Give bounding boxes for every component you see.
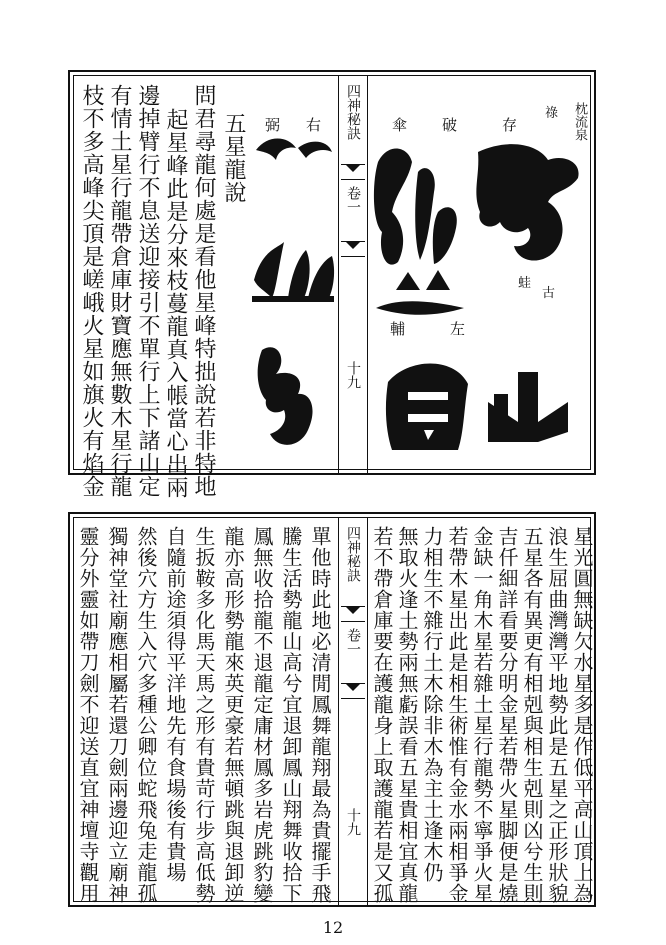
lower-left-column-1: 靈分外靈如帶刀劍不迎送直宜神壇寺觀用 [76,526,100,904]
lower-right-column-2: 無取火逢土勢兩無虧誤看五星貴相宜真龍 [395,526,419,904]
upper-text-column-3: 邊掉臂行不息送迎接引不單行上下諸山定 [135,84,160,498]
lower-fish-tail-top [341,606,365,622]
lower-page-frame [68,512,596,907]
label-san: 傘 [392,116,408,134]
fu-star-shape [386,364,468,451]
upper-fish-tail-bottom [341,241,365,257]
lower-right-column-9: 星光圓無缺欠水星多是作低平高山頂上為 [570,526,594,904]
label-you: 右 [306,116,322,134]
san-star-shape [374,148,457,264]
star-diagram-left [248,130,338,470]
wu-star-shape [258,347,313,445]
lower-left-column-3: 然後穴方生入穴多種公卿位蛇飛兔走龍孤 [134,526,158,904]
lower-spine-page: 十九 [345,808,361,836]
upper-spine [338,76,368,473]
po-star-shape [376,270,464,315]
star-diagram-right [368,132,592,467]
zuo-star-shape [488,372,568,442]
upper-text-column-4: 起星峰此是分來枝蔓龍真入帳當心出兩 [163,108,188,499]
lower-right-column-7: 五星各有異更有相剋與相生剋則凶兮生則 [520,526,544,904]
lower-left-column-9: 單他時此地必清閒鳳舞龍翔最為貴擺手飛 [308,526,332,904]
upper-page-frame [68,70,596,499]
label-zhenliuquan: 枕流泉 [572,102,587,141]
label-po: 破 [442,116,458,134]
lower-right-column-5: 金缺一角木星若雜土星行龍勢不寧爭火星 [470,526,494,904]
lower-left-column-8: 騰生活勢龍山高兮宜退卸鳳山翔舞收拾下 [279,526,303,904]
lower-right-column-8: 浪生屈曲灣灣平地勢此是五星之正形狀貌 [545,526,569,904]
label-cun: 存 [502,116,518,134]
upper-text-column-5: 問君尋龍何處是看他星峰特拙說若非特地 [191,84,216,498]
bi-star-shape [256,139,332,161]
lower-spine-volume: 卷一 [345,628,361,656]
upper-text-column-1: 枝不多高峰尖頂是嵯峨火星如旗火有焰金 [79,84,104,498]
label-fu: 輔 [390,320,406,338]
page-number: 12 [322,918,344,937]
label-zuo: 左 [450,320,466,338]
lower-right-column-6: 吉仟細詳看要分明金星若帶火星脚便是燒 [495,526,519,904]
upper-fish-tail-top [341,164,365,180]
label-gu: 古 [542,286,556,301]
upper-spine-title: 四神秘訣 [345,84,361,140]
lower-right-column-1: 若不帶倉庫要在護龍身上取護龍若是又孤 [370,526,394,904]
lower-left-column-5: 生扳鞍多化馬天馬之形有貴苛行步高低勢 [192,526,216,904]
lower-spine-title: 四神秘訣 [345,526,361,582]
lower-fish-tail-bottom [341,683,365,699]
lower-right-column-4: 若帶木星出此是相生術惟有金水兩相爭金 [445,526,469,904]
upper-text-column-2: 有情土星行龍帶倉庫財寶應無數木星行龍 [107,84,132,498]
lower-right-column-3: 力相生不雜行土木除非木為主土逢木仍 [420,526,444,883]
lower-left-column-7: 鳳無收拾龍不退龍定庸材鳳多岩虎跳豹變 [250,526,274,904]
lower-left-column-2: 獨神堂社廟應相屬若還刀劍兩邊迎立廟神 [105,526,129,904]
upper-spine-volume: 卷一 [345,186,361,214]
lower-left-column-6: 龍亦高形勢龍來英更豪若無頓跳與退卸逆 [221,526,245,904]
upper-spine-page: 十九 [345,361,361,389]
label-lu: 祿 [545,106,559,121]
label-wa: 蛙 [518,276,532,291]
lower-spine [338,518,368,905]
cun-star-shape [476,144,578,260]
upper-section-heading: 五星龍說 [221,112,246,204]
you-star-shape [252,242,334,302]
lower-left-column-4: 自隨前途須得平洋地先有食場後有貴場 [163,526,187,883]
label-bi: 弼 [265,116,281,134]
